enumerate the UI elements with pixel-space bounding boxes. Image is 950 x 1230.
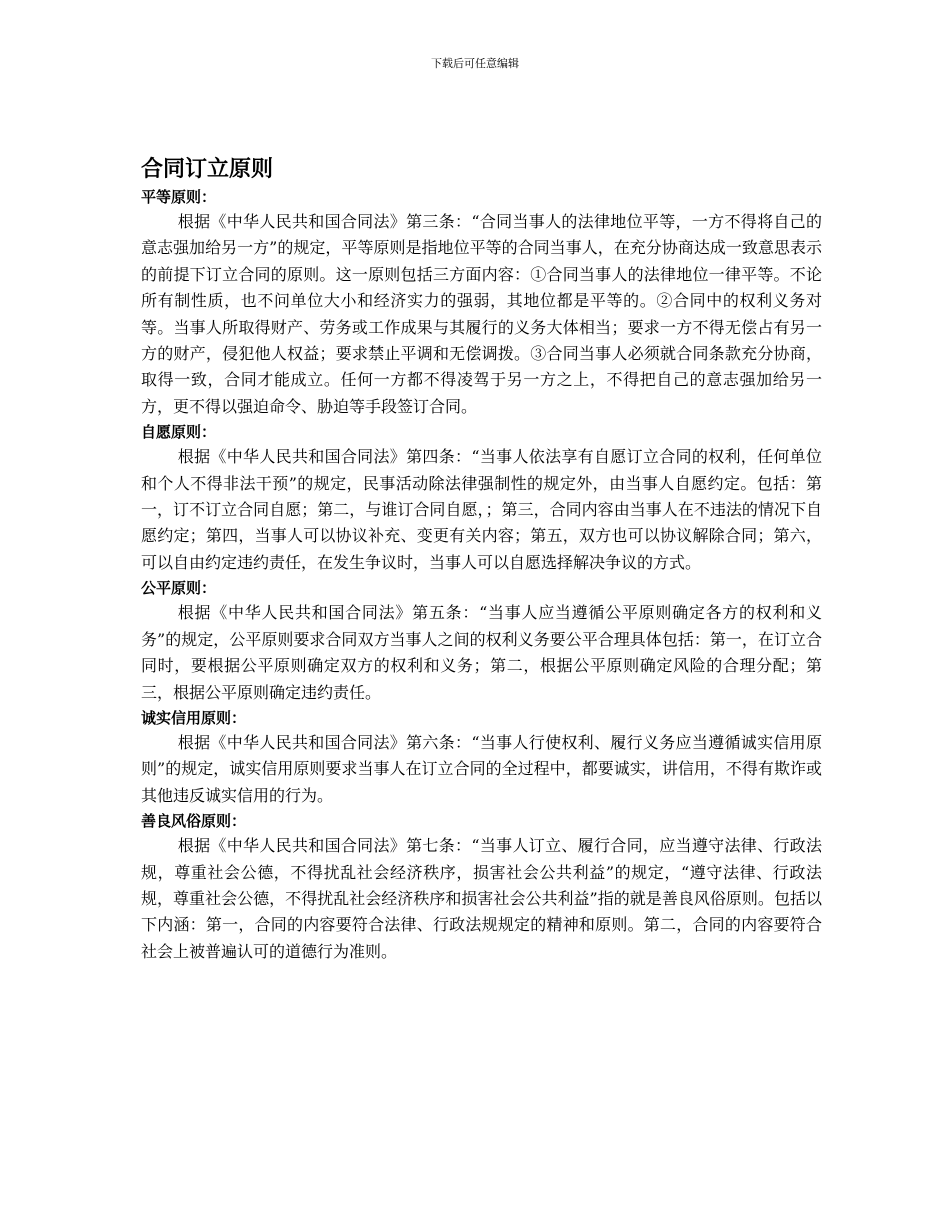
section-public-morals (141, 809, 822, 965)
page-header-note: 下载后可任意编辑 (431, 57, 519, 70)
section-paragraph: 根据《中华人民共和国合同法》第五条：“当事人应当遵循公平原则确定各方的权利和义务”的规定，公平原则要求合同双方当事人之间的权利义务要公平合理具体包括：第一，在订立合同时，要根据公平原则确定双方的权利和义务；第二，根据公平原则确定风险的合理分配；第三，根据公平原则确定违约责任。 (141, 603, 822, 702)
section-paragraph: 根据《中华人民共和国合同法》第六条：“当事人行使权利、履行义务应当遵循诚实信用原则”的规定，诚实信用原则要求当事人在订立合同的全过程中，都要诚实，讲信用，不得有欺诈或其他违反诚实信用的行为。 (141, 732, 822, 805)
section-voluntariness (141, 420, 822, 576)
section-fairness (141, 576, 822, 706)
section-paragraph: 根据《中华人民共和国合同法》第四条：“当事人依法享有自愿订立合同的权利，任何单位和个人不得非法干预”的规定，民事活动除法律强制性的规定外，由当事人自愿约定。包括：第一，订不订立合同自愿；第二，与谁订合同自愿，；第三，合同内容由当事人在不违法的情况下自愿约定；第四，当事人可以协议补充、变更有关内容；第五，双方也可以协议解除合同；第六，可以自由约定违约责任，在发生争议时，当事人可以自愿选择解决争议的方式。 (141, 447, 822, 572)
section-good-faith (141, 706, 822, 809)
section-heading: 平等原则： (141, 188, 217, 206)
section-equality (141, 185, 822, 420)
section-heading: 善良风俗原则： (141, 812, 247, 831)
section-heading: 公平原则： (141, 579, 217, 598)
document-title: 合同订立原则 (141, 157, 274, 182)
document-body (141, 155, 822, 965)
section-paragraph: 根据《中华人民共和国合同法》第三条：“合同当事人的法律地位平等，一方不得将自己的意志强加给另一方”的规定，平等原则是指地位平等的合同当事人，在充分协商达成一致意思表示的前提下订立合同的原则。这一原则包括三方面内容：①合同当事人的法律地位一律平等。不论所有制性质，也不问单位大小和经济实力的强弱，其地位都是平等的。②合同中的权利义务对等。当事人所取得财产、劳务或工作成果与其履行的义务大体相当；要求一方不得无偿占有另一方的财产，侵犯他人权益；要求禁止平调和无偿调拨。③合同当事人必须就合同条款充分协商，取得一致，合同才能成立。任何一方都不得凌驾于另一方之上，不得把自己的意志强加给另一方，更不得以强迫命令、胁迫等手段签订合同。 (141, 212, 822, 416)
section-heading: 诚实信用原则： (141, 708, 247, 727)
section-heading: 自愿原则： (141, 423, 217, 442)
section-paragraph: 根据《中华人民共和国合同法》第七条：“当事人订立、履行合同，应当遵守法律、行政法规，尊重社会公德，不得扰乱社会经济秩序，损害社会公共利益”的规定，“遵守法律、行政法规，尊重社会公德，不得扰乱社会经济秩序和损害社会公共利益”指的就是善良风俗原则。包括以下内涵：第一，合同的内容要符合法律、行政法规规定的精神和原则。第二，合同的内容要符合社会上被普遍认可的道德行为准则。 (141, 836, 822, 961)
